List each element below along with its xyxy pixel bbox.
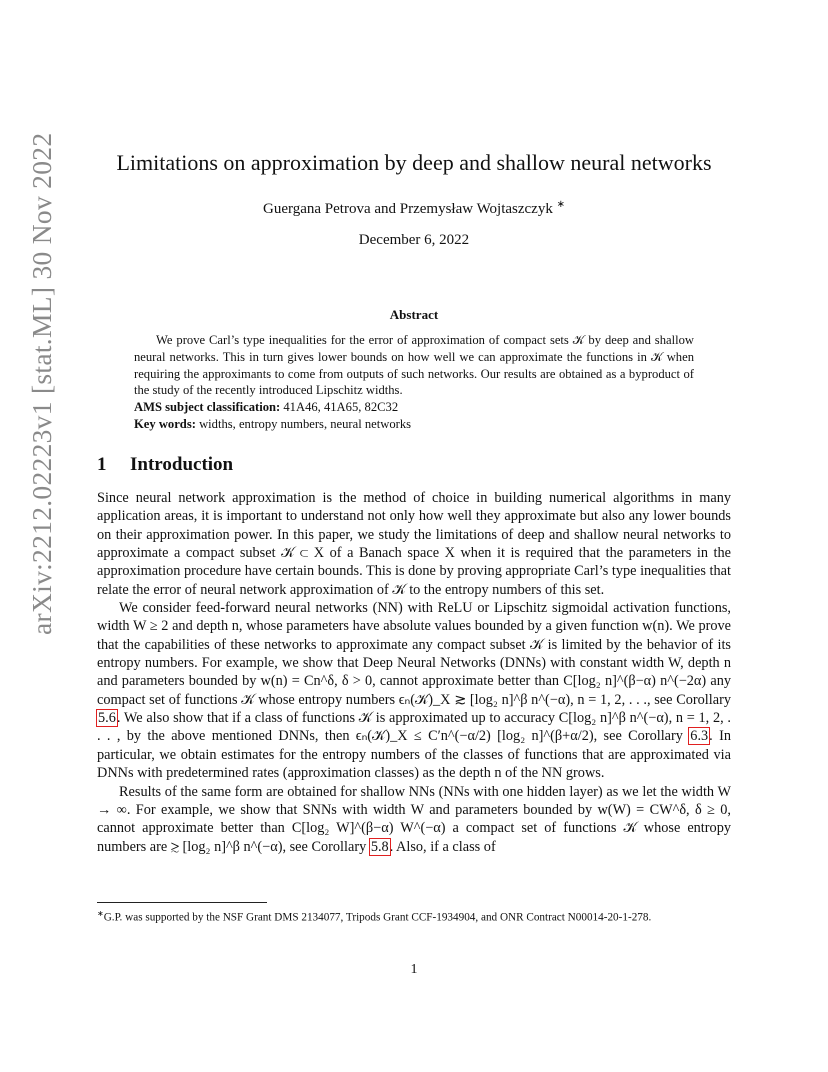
abstract-block — [134, 332, 694, 433]
arxiv-identifier-stamp: arXiv:2212.02223v1 [stat.ML] 30 Nov 2022 — [26, 132, 57, 635]
keywords-label: Key words: — [134, 416, 196, 431]
corollary-link[interactable]: 5.8 — [370, 838, 389, 855]
paragraph — [97, 599, 731, 782]
author-names: Guergana Petrova and Przemysław Wojtaszczyk — [263, 201, 553, 217]
paragraph-text: Results of the same form are obtained for shallow NNs (NNs with one hidden layer) as we let the width W → ∞. For example, we show that SNNs with width W and parameters bounded by w(W) = CW^δ, δ ≥ 0, cannot approximate better than C[log₂ W]^(β−α) W^(−α) a compact set of functions 𝒦 whose entropy numbers are ≳ [log₂ n]^β n^(−α), see Corollary — [97, 783, 731, 855]
paper-authors — [60, 199, 768, 218]
page-number: 1 — [410, 962, 418, 977]
corollary-link[interactable]: 5.6 — [98, 710, 116, 727]
ams-label: AMS subject classification: — [134, 400, 281, 415]
keywords — [134, 416, 694, 433]
section-number: 1 — [97, 454, 107, 475]
abstract-heading: Abstract — [389, 307, 439, 322]
paragraph: Since neural network approximation is the method of choice in building numerical algorithms in many application areas, it is important to understand not only how well they approximate but also any lower bounds on their approximation power. In this paper, we study the limitations of deep and shallow neural networks to approximate a compact subset 𝒦 ⊂ X of a Banach space X when it is required that the parameters in the approximation procedure have certain bounds. This is done by proving appropriate Carl’s type inequalities that relate the error of neural network approximation of 𝒦 to the entropy numbers of this set. — [97, 490, 731, 598]
section-title: Introduction — [130, 454, 234, 475]
footnote-divider — [97, 902, 267, 903]
author-footnote-mark[interactable]: ∗ — [556, 199, 565, 210]
corollary-link[interactable]: 6.3 — [690, 728, 709, 745]
keywords-value: widths, entropy numbers, neural networks — [199, 416, 412, 431]
paragraph-text: . Also, if a class of — [389, 838, 496, 855]
paper-title: Limitations on approximation by deep and shallow neural networks — [116, 150, 712, 175]
abstract-text: We prove Carl’s type inequalities for the error of approximation of compact sets 𝒦 by deep and shallow neural networks. This in turn gives lower bounds on how well we can approximate the functions in 𝒦 when requiring the approximants to come from outputs of such networks. Our results are obtained as a byproduct of the study of the recently introduced Lipschitz widths. — [134, 333, 694, 398]
footnote — [97, 906, 731, 926]
ams-classification — [134, 399, 694, 416]
footnote-mark: ∗ — [97, 909, 104, 918]
body-text — [97, 489, 731, 856]
ams-value: 41A46, 41A65, 82C32 — [283, 400, 399, 415]
paragraph-text: . We also show that if a class of functions 𝒦 is approximated up to accuracy C[log₂ n]^β n^(−α), n = 1, 2, . . . , by the above mentioned DNNs, then ϵₙ(𝒦)_X ≤ C′n^(−α/2) [log₂ n]^(β+α/2), see Corollary — [97, 710, 731, 745]
paper-date: December 6, 2022 — [358, 232, 470, 248]
paragraph-text: . In particular, we obtain estimates for the entropy numbers of the classes of functions that are approximated via DNNs with predetermined rates (approximation classes) as the depth n of the NN grows. — [97, 728, 732, 782]
paragraph-text: We consider feed-forward neural networks (NN) with ReLU or Lipschitz sigmoidal activation functions, width W ≥ 2 and depth n, whose parameters have absolute values bounded by a given function w(n). We prove that the capabilities of these networks to approximate any compact subset 𝒦 is limited by the behavior of its entropy numbers. For example, we show that Deep Neural Networks (DNNs) with constant width W, depth n and parameters bounded by w(n) = Cn^δ, δ > 0, cannot approximate better than C[log₂ n]^(β−α) n^(−2α) any compact set of functions 𝒦 whose entropy numbers ϵₙ(𝒦)_X ≳ [log₂ n]^β n^(−α), n = 1, 2, . . ., see Corollary — [97, 600, 731, 708]
footnote-text: G.P. was supported by the NSF Grant DMS 2134077, Tripods Grant CCF-1934904, and ONR Contract N00014-20-1-278. — [103, 911, 652, 924]
paragraph — [97, 783, 731, 856]
section-heading — [97, 454, 233, 476]
